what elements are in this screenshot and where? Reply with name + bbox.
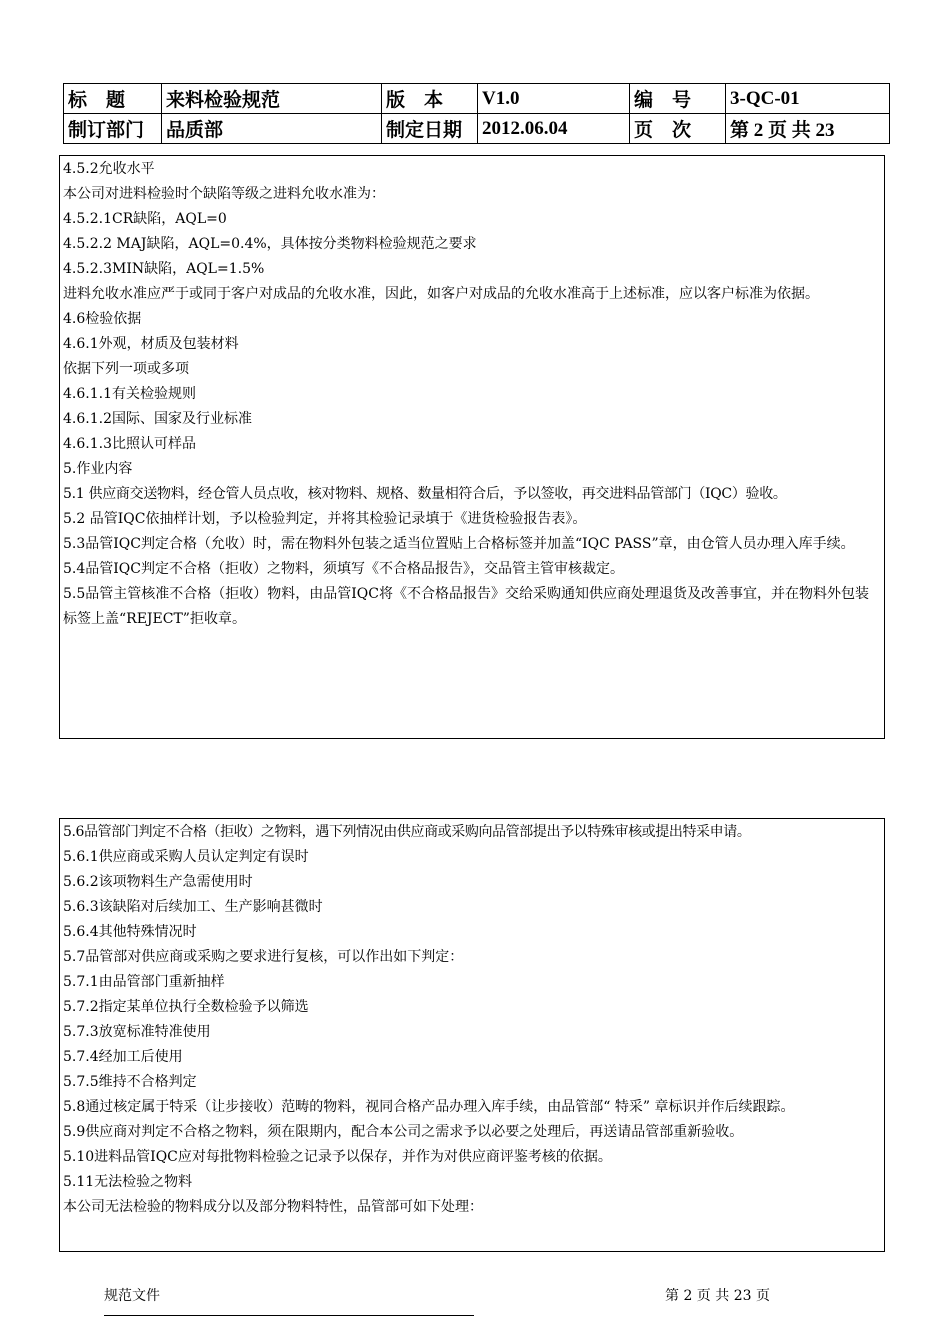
content-box-2 (59, 818, 885, 1252)
clause-4-6: 4.6检验依据 (63, 311, 142, 327)
section-5: 5.作业内容 (63, 461, 133, 477)
clause-5-6-4: 5.6.4其他特殊情况时 (63, 924, 197, 940)
department-label: 制订部门 (64, 114, 162, 144)
clause-5-7-5: 5.7.5维持不合格判定 (63, 1074, 197, 1090)
date-value: 2012.06.04 (478, 114, 630, 144)
clause-5-4: 5.4品管IQC判定不合格（拒收）之物料，须填写《不合格品报告》，交品管主管审核裁定。 (63, 561, 624, 577)
clause-5-6-3: 5.6.3该缺陷对后续加工、生产影响甚微时 (63, 899, 323, 915)
footer-doc-type: 规范文件 (104, 1288, 160, 1304)
clause-5-10: 5.10进料品管IQC应对每批物料检验之记录予以保存，并作为对供应商评鉴考核的依据。 (63, 1149, 612, 1165)
acceptance-intro: 本公司对进料检验时个缺陷等级之进料允收水准为： (63, 186, 385, 202)
page-label: 页 次 (630, 114, 726, 144)
version-value: V1.0 (478, 84, 630, 114)
clause-5-7-4: 5.7.4经加工后使用 (63, 1049, 183, 1065)
clause-5-3: 5.3品管IQC判定合格（允收）时，需在物料外包装之适当位置贴上合格标签并加盖“IQC PASS”章，由仓管人员办理入库手续。 (63, 536, 855, 552)
doc-number-value: 3-QC-01 (726, 84, 890, 114)
clause-5-11-intro: 本公司无法检验的物料成分以及部分物料特性，品管部可如下处理： (63, 1199, 483, 1215)
header-row-1 (64, 84, 890, 114)
department-value: 品质部 (162, 114, 382, 144)
header-row-2 (64, 114, 890, 144)
clause-5-6: 5.6品管部门判定不合格（拒收）之物料，遇下列情况由供应商或采购向品管部提出予以特殊审核或提出特采申请。 (63, 824, 751, 840)
clause-4-5-2-1: 4.5.2.1CR缺陷，AQL=0 (63, 211, 227, 227)
title-value: 来料检验规范 (162, 84, 382, 114)
clause-5-1: 5.1 供应商交送物料，经仓管人员点收，核对物料、规格、数量相符合后，予以签收，再交进料品管部门（IQC）验收。 (63, 486, 787, 502)
document-header-table (63, 83, 890, 144)
clause-4-6-1-3: 4.6.1.3比照认可样品 (63, 436, 196, 452)
clause-4-5-2-3: 4.5.2.3MIN缺陷，AQL=1.5% (63, 261, 265, 277)
doc-number-label: 编 号 (630, 84, 726, 114)
content-box-1 (59, 155, 885, 739)
clause-4-6-1-2: 4.6.1.2国际、国家及行业标准 (63, 411, 252, 427)
clause-5-7: 5.7品管部对供应商或采购之要求进行复核，可以作出如下判定： (63, 949, 464, 965)
clause-4-5-2-2: 4.5.2.2 MAJ缺陷，AQL=0.4%，具体按分类物料检验规范之要求 (63, 236, 477, 252)
clause-4-5-2: 4.5.2允收水平 (63, 161, 155, 177)
clause-5-7-1: 5.7.1由品管部门重新抽样 (63, 974, 225, 990)
acceptance-note: 进料允收水准应严于或同于客户对成品的允收水准，因此，如客户对成品的允收水准高于上述标准，应以客户标准为依据。 (63, 286, 819, 302)
clause-4-6-1-1: 4.6.1.1有关检验规则 (63, 386, 196, 402)
clause-5-6-1: 5.6.1供应商或采购人员认定判定有误时 (63, 849, 309, 865)
clause-4-6-1: 4.6.1外观，材质及包装材料 (63, 336, 239, 352)
clause-5-11: 5.11无法检验之物料 (63, 1174, 193, 1190)
version-label: 版 本 (382, 84, 478, 114)
clause-5-7-2: 5.7.2指定某单位执行全数检验予以筛选 (63, 999, 309, 1015)
clause-5-6-2: 5.6.2该项物料生产急需使用时 (63, 874, 253, 890)
page-value: 第 2 页 共 23 (726, 114, 890, 144)
date-label: 制定日期 (382, 114, 478, 144)
footer-rule (104, 1315, 474, 1316)
title-label: 标 题 (64, 84, 162, 114)
clause-5-2: 5.2 品管IQC依抽样计划，予以检验判定，并将其检验记录填于《进货检验报告表》。 (63, 511, 587, 527)
clause-5-5: 5.5品管主管核准不合格（拒收）物料，由品管IQC将《不合格品报告》交给采购通知供应商处理退货及改善事宜，并在物料外包装标签上盖“REJECT”拒收章。 (63, 586, 869, 627)
clause-5-9: 5.9供应商对判定不合格之物料，须在限期内，配合本公司之需求予以必要之处理后，再送请品管部重新验收。 (63, 1124, 744, 1140)
clause-5-8: 5.8通过核定属于特采（让步接收）范畴的物料，视同合格产品办理入库手续，由品管部“ 特采” 章标识并作后续跟踪。 (63, 1099, 795, 1115)
basis-intro: 依据下列一项或多项 (63, 361, 189, 377)
footer-page-number: 第 2 页 共 23 页 (665, 1288, 770, 1304)
clause-5-7-3: 5.7.3放宽标准特准使用 (63, 1024, 211, 1040)
